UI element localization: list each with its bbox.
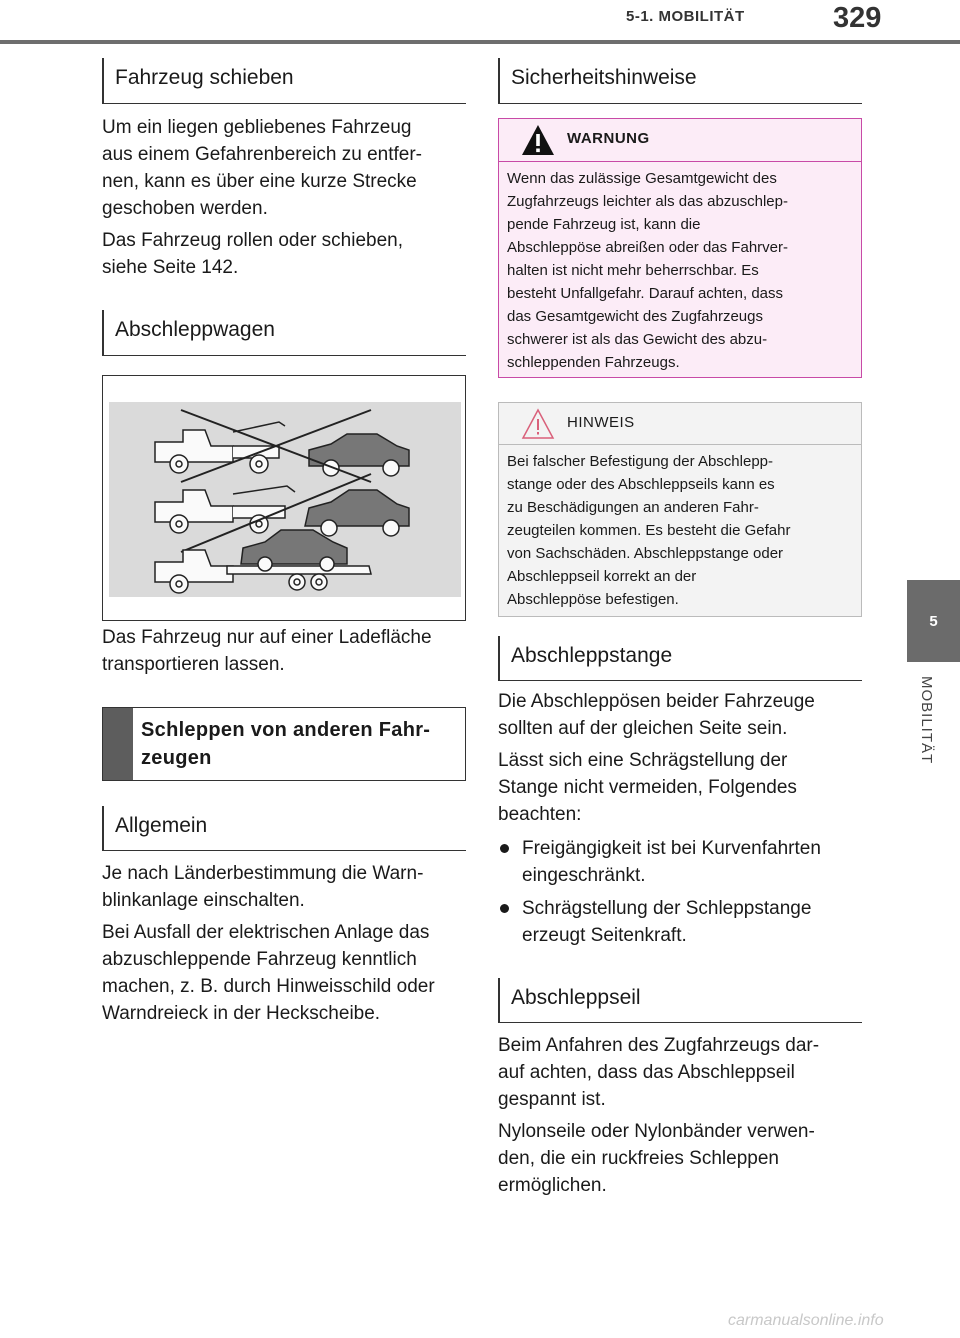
chapter-number: 5 [929,612,938,630]
section-title: 5-1. MOBILITÄT [626,8,745,25]
text-line: Wenn das zulässige Gesamtgewicht des [507,170,777,187]
text-line: Um ein liegen gebliebenes Fahrzeug [102,117,412,138]
bullet-icon [500,904,509,913]
bullet-icon [500,844,509,853]
towing-illustration [102,375,466,621]
text-line: abzuschleppende Fahrzeug kenntlich [102,949,417,970]
text-line: zu Beschädigungen an anderen Fahr- [507,499,759,516]
text-line: Beim Anfahren des Zugfahrzeugs dar- [498,1035,820,1056]
tow-truck-hook-icon [155,486,295,533]
list-item [498,895,860,949]
text-line: Stange nicht vermeiden, Folgendes [498,777,797,798]
warning-title: WARNUNG [567,130,650,147]
text-line: von Sachschäden. Abschleppstange oder [507,545,784,562]
paragraph-abschleppseil [498,1032,860,1204]
text-line: Zugfahrzeugs leichter als das abzuschlep- [507,193,788,210]
warning-text [507,167,855,374]
text-line: Bei Ausfall der elektrischen Anlage das [102,922,430,943]
heading-abschleppwagen [102,310,466,356]
text-line: Warndreieck in der Heckscheibe. [102,1003,381,1024]
heading-fahrzeug-schieben [102,58,466,104]
heading-text: Fahrzeug schieben [115,66,294,89]
car-towed-icon [309,434,409,476]
paragraph-abschleppstange [498,688,860,833]
heading-abschleppseil [498,978,862,1023]
tow-trucks-image [109,402,461,597]
caption-abschleppwagen [102,624,464,683]
heading-text: Abschleppseil [511,986,641,1009]
text-line: zeugteilen kommen. Es besteht die Gefahr [507,522,791,539]
text-line: gespannt ist. [498,1089,606,1110]
heading-line: Schleppen von anderen Fahr- [141,719,431,741]
text-line: pende Fahrzeug ist, kann die [507,216,701,233]
text-line: eingeschränkt. [522,865,646,886]
text-line: Nylonseile oder Nylonbänder verwen- [498,1121,815,1142]
heading-schleppen [102,707,466,781]
text-line: Abschleppöse befestigen. [507,591,679,608]
text-line: Die Abschleppösen beider Fahrzeuge [498,691,815,712]
text-line: ermöglichen. [498,1175,607,1196]
chapter-label: MOBILITÄT [918,676,935,765]
tow-truck-wheel-lift-icon [155,422,285,473]
heading-line: zeugen [141,747,212,769]
illustration-background [109,402,461,597]
heading-bar [103,708,133,780]
paragraph-allgemein [102,860,464,1032]
note-title-row [499,403,861,445]
heading-text: Sicherheitshinweise [511,66,697,89]
car-towed-icon [305,490,409,536]
list-item [498,835,860,889]
warning-box [498,118,862,378]
text-line: Bei falscher Befestigung der Abschlepp- [507,453,773,470]
watermark: carmanualsonline.info [728,1312,884,1329]
page-number: 329 [833,2,882,34]
chapter-tab[interactable] [907,580,960,662]
text-line: Lässt sich eine Schrägstellung der [498,750,788,771]
text-line: Das Fahrzeug nur auf einer Ladefläche [102,627,432,648]
caution-triangle-icon [521,408,555,440]
text-line: das Gesamtgewicht des Zugfahrzeugs [507,308,763,325]
paragraph-fahrzeug-schieben [102,114,464,286]
text-line: Freigängigkeit ist bei Kurvenfahrten [522,838,821,859]
bullet-list [498,835,860,955]
text-line: Das Fahrzeug rollen oder schieben, [102,230,404,251]
note-title: HINWEIS [567,414,635,431]
text-line: beachten: [498,804,582,825]
text-line: auf achten, dass das Abschleppseil [498,1062,795,1083]
text-line: Abschleppöse abreißen oder das Fahrver- [507,239,788,256]
heading-text: Abschleppstange [511,644,673,667]
text-line: den, die ein ruckfreies Schleppen [498,1148,779,1169]
heading-allgemein [102,806,466,851]
text-line: erzeugt Seitenkraft. [522,925,687,946]
text-line: nen, kann es über eine kurze Strecke [102,171,417,192]
text-line: machen, z. B. durch Hinweisschild oder [102,976,435,997]
text-line: halten ist nicht mehr beherrschbar. Es [507,262,759,279]
text-line: blinkanlage einschalten. [102,890,305,911]
heading-sicherheitshinweise [498,58,862,104]
text-line: stange oder des Abschleppseils kann es [507,476,775,493]
text-line: Schrägstellung der Schleppstange [522,898,812,919]
note-text [507,450,855,611]
text-line: Je nach Länderbestimmung die Warn- [102,863,424,884]
heading-text: Abschleppwagen [115,318,275,341]
text-line: Abschleppseil korrekt an der [507,568,697,585]
heading-text: Allgemein [115,814,208,837]
heading-text [141,716,430,772]
note-box [498,402,862,617]
heading-abschleppstange [498,636,862,681]
text-line: transportieren lassen. [102,654,285,675]
text-line: geschoben werden. [102,198,268,219]
text-line: schleppenden Fahrzeugs. [507,354,680,371]
header-rule [0,40,960,44]
warning-triangle-icon [521,124,555,156]
text-line: besteht Unfallgefahr. Darauf achten, dass [507,285,784,302]
text-line: aus einem Gefahrenbereich zu entfer- [102,144,423,165]
text-line: siehe Seite 142. [102,257,239,278]
text-line: sollten auf der gleichen Seite sein. [498,718,788,739]
text-line: schwerer ist als das Gewicht des abzu- [507,331,768,348]
warning-title-row [499,119,861,162]
